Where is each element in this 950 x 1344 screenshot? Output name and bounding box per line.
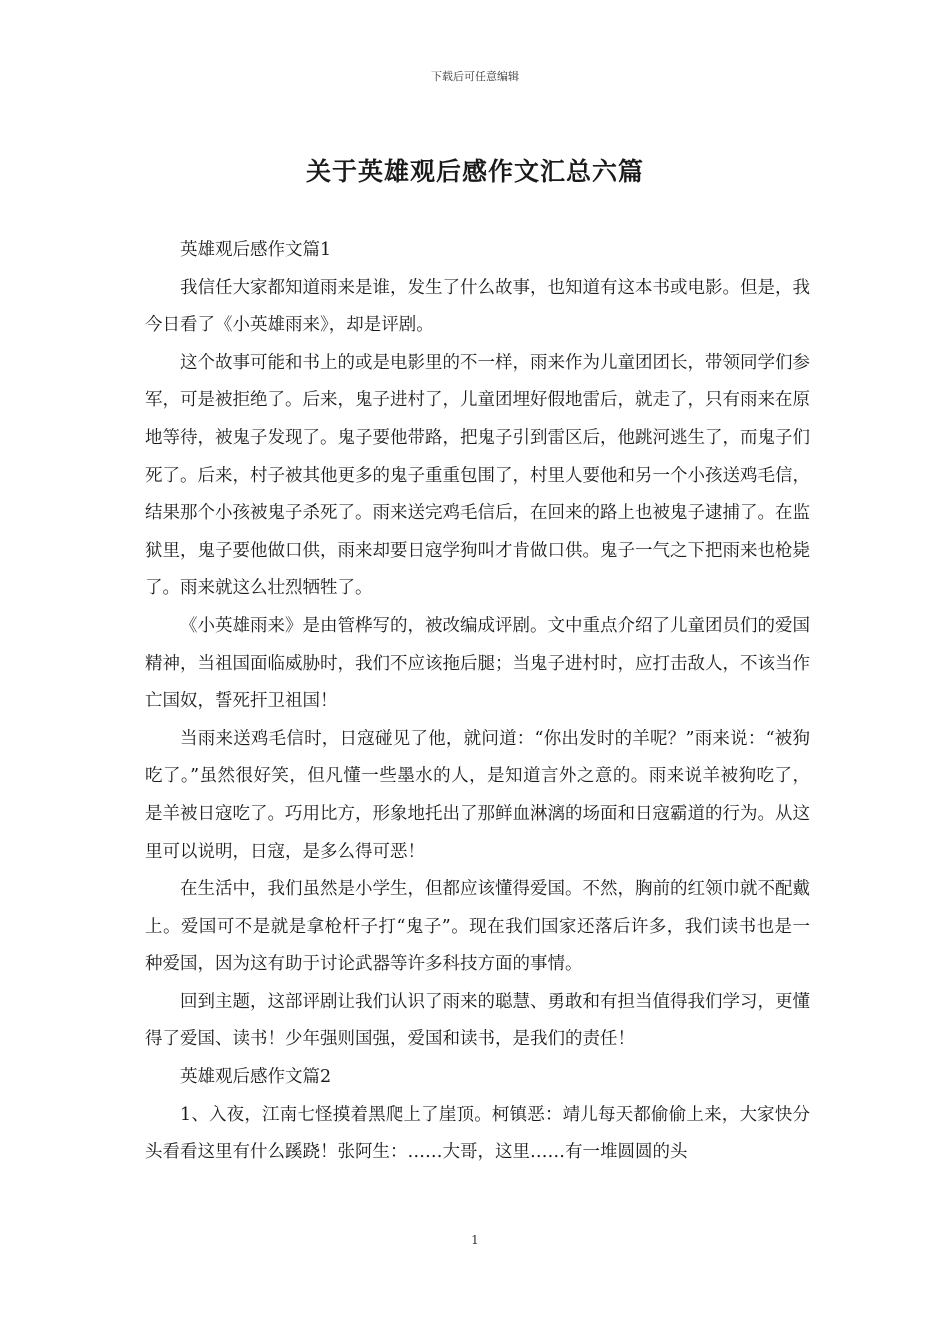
paragraph: 1、入夜，江南七怪摸着黑爬上了崖顶。柯镇恶：靖儿每天都偷偷上来，大家快分头看看这里有什么蹊跷！张阿生：……大哥，这里……有一堆圆圆的头 <box>145 1104 810 1163</box>
paragraph: 这个故事可能和书上的或是电影里的不一样，雨来作为儿童团团长，带领同学们参军，可是被拒绝了。后来，鬼子进村了，儿童团埋好假地雷后，就走了，只有雨来在原地等待，被鬼子发现了。鬼子要他带路，把鬼子引到雷区后，他跳河逃生了，而鬼子们死了。后来，村子被其他更多的鬼子重重包围了，村里人要他和另一个小孩送鸡毛信，结果那个小孩被鬼子杀死了。雨来送完鸡毛信后，在回来的路上也被鬼子逮捕了。在监狱里，鬼子要他做口供，雨来却要日寇学狗叫才肯做口供。鬼子一气之下把雨来也枪毙了。雨来就这么壮烈牺牲了。 <box>145 352 810 599</box>
paragraph: 当雨来送鸡毛信时，日寇碰见了他，就问道：“你出发时的羊呢？”雨来说：“被狗吃了。”虽然很好笑，但凡懂一些墨水的人，是知道言外之意的。雨来说羊被狗吃了，是羊被日寇吃了。巧用比方，形象地托出了那鲜血淋漓的场面和日寇霸道的行为。从这里可以说明，日寇，是多么得可恶！ <box>145 728 810 862</box>
page-number: 1 <box>471 1233 479 1247</box>
document-body <box>145 232 810 1172</box>
document-title: 关于英雄观后感作文汇总六篇 <box>305 157 644 186</box>
paragraph: 我信任大家都知道雨来是谁，发生了什么故事，也知道有这本书或电影。但是，我今日看了《小英雄雨来》，却是评剧。 <box>145 277 810 336</box>
section-heading-1: 英雄观后感作文篇1 <box>180 240 332 260</box>
page-header: 下载后可任意编辑 <box>431 70 519 83</box>
section-heading-2: 英雄观后感作文篇2 <box>180 1067 332 1088</box>
paragraph: 在生活中，我们虽然是小学生，但都应该懂得爱国。不然，胸前的红领巾就不配戴上。爱国可不是就是拿枪杆子打“鬼子”。现在我们国家还落后许多，我们读书也是一种爱国，因为这有助于讨论武器等许多科技方面的事情。 <box>145 879 810 975</box>
paragraph: 《小英雄雨来》是由管桦写的，被改编成评剧。文中重点介绍了儿童团员们的爱国精神，当祖国面临威胁时，我们不应该拖后腿；当鬼子进村时，应打击敌人，不该当作亡国奴，誓死扞卫祖国！ <box>145 615 810 712</box>
paragraph: 回到主题，这部评剧让我们认识了雨来的聪慧、勇敢和有担当值得我们学习，更懂得了爱国、读书！少年强则国强，爱国和读书，是我们的责任！ <box>145 991 810 1050</box>
